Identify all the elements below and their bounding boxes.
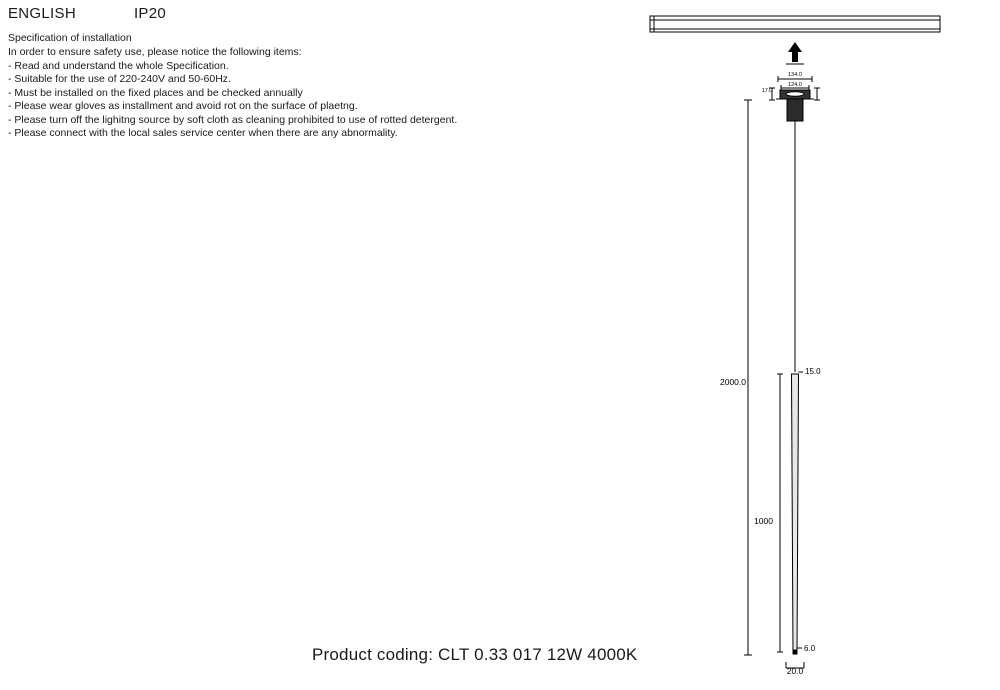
dimension-fixture-length: 1000 [754, 516, 773, 526]
ceiling-bar [650, 16, 940, 32]
specification-list [8, 60, 608, 140]
dimension-canopy-outer: 134.0 [788, 72, 802, 78]
list-item: - Must be installed on the fixed places and be checked annually [8, 86, 303, 99]
language-label: ENGLISH [8, 5, 76, 22]
pendant-tube [792, 374, 799, 652]
dimension-bottom-diameter: 6.0 [804, 644, 816, 653]
specification-block [8, 32, 608, 140]
product-coding-label: Product coding: CLT 0.33 017 12W 4000K [312, 645, 638, 664]
list-item: - Suitable for the use of 220-240V and 50-60Hz. [8, 73, 231, 86]
dimension-overall-drop: 2000.0 [720, 377, 746, 387]
canopy-body [776, 90, 814, 99]
dimension-top-diameter: 15.0 [805, 367, 821, 376]
specification-title: Specification of installation [8, 32, 132, 44]
dimension-canopy-inner: 124.0 [788, 82, 802, 88]
header-row [8, 5, 166, 22]
ip-rating-label: IP20 [133, 5, 167, 22]
pendant-bottom-cap [793, 650, 797, 654]
list-item: - Please wear gloves as installment and avoid rot on the surface of plaetng. [8, 100, 358, 113]
junction-block [787, 99, 803, 121]
technical-drawing [620, 0, 1000, 690]
list-item: - Please connect with the local sales service center when there are any abnormality. [8, 127, 398, 140]
list-item: - Read and understand the whole Specification. [8, 60, 229, 72]
dimension-canopy-height: 17.0 [761, 88, 773, 94]
dimension-base-width: 20.0 [786, 666, 804, 676]
fixture-length-dimension [777, 374, 783, 652]
specification-intro: In order to ensure safety use, please notice the following items: [8, 46, 302, 58]
mount-arrow [788, 42, 802, 62]
list-item: - Please turn off the lighitng source by soft cloth as cleaning prohibited to use of rotted detergent. [8, 113, 458, 126]
